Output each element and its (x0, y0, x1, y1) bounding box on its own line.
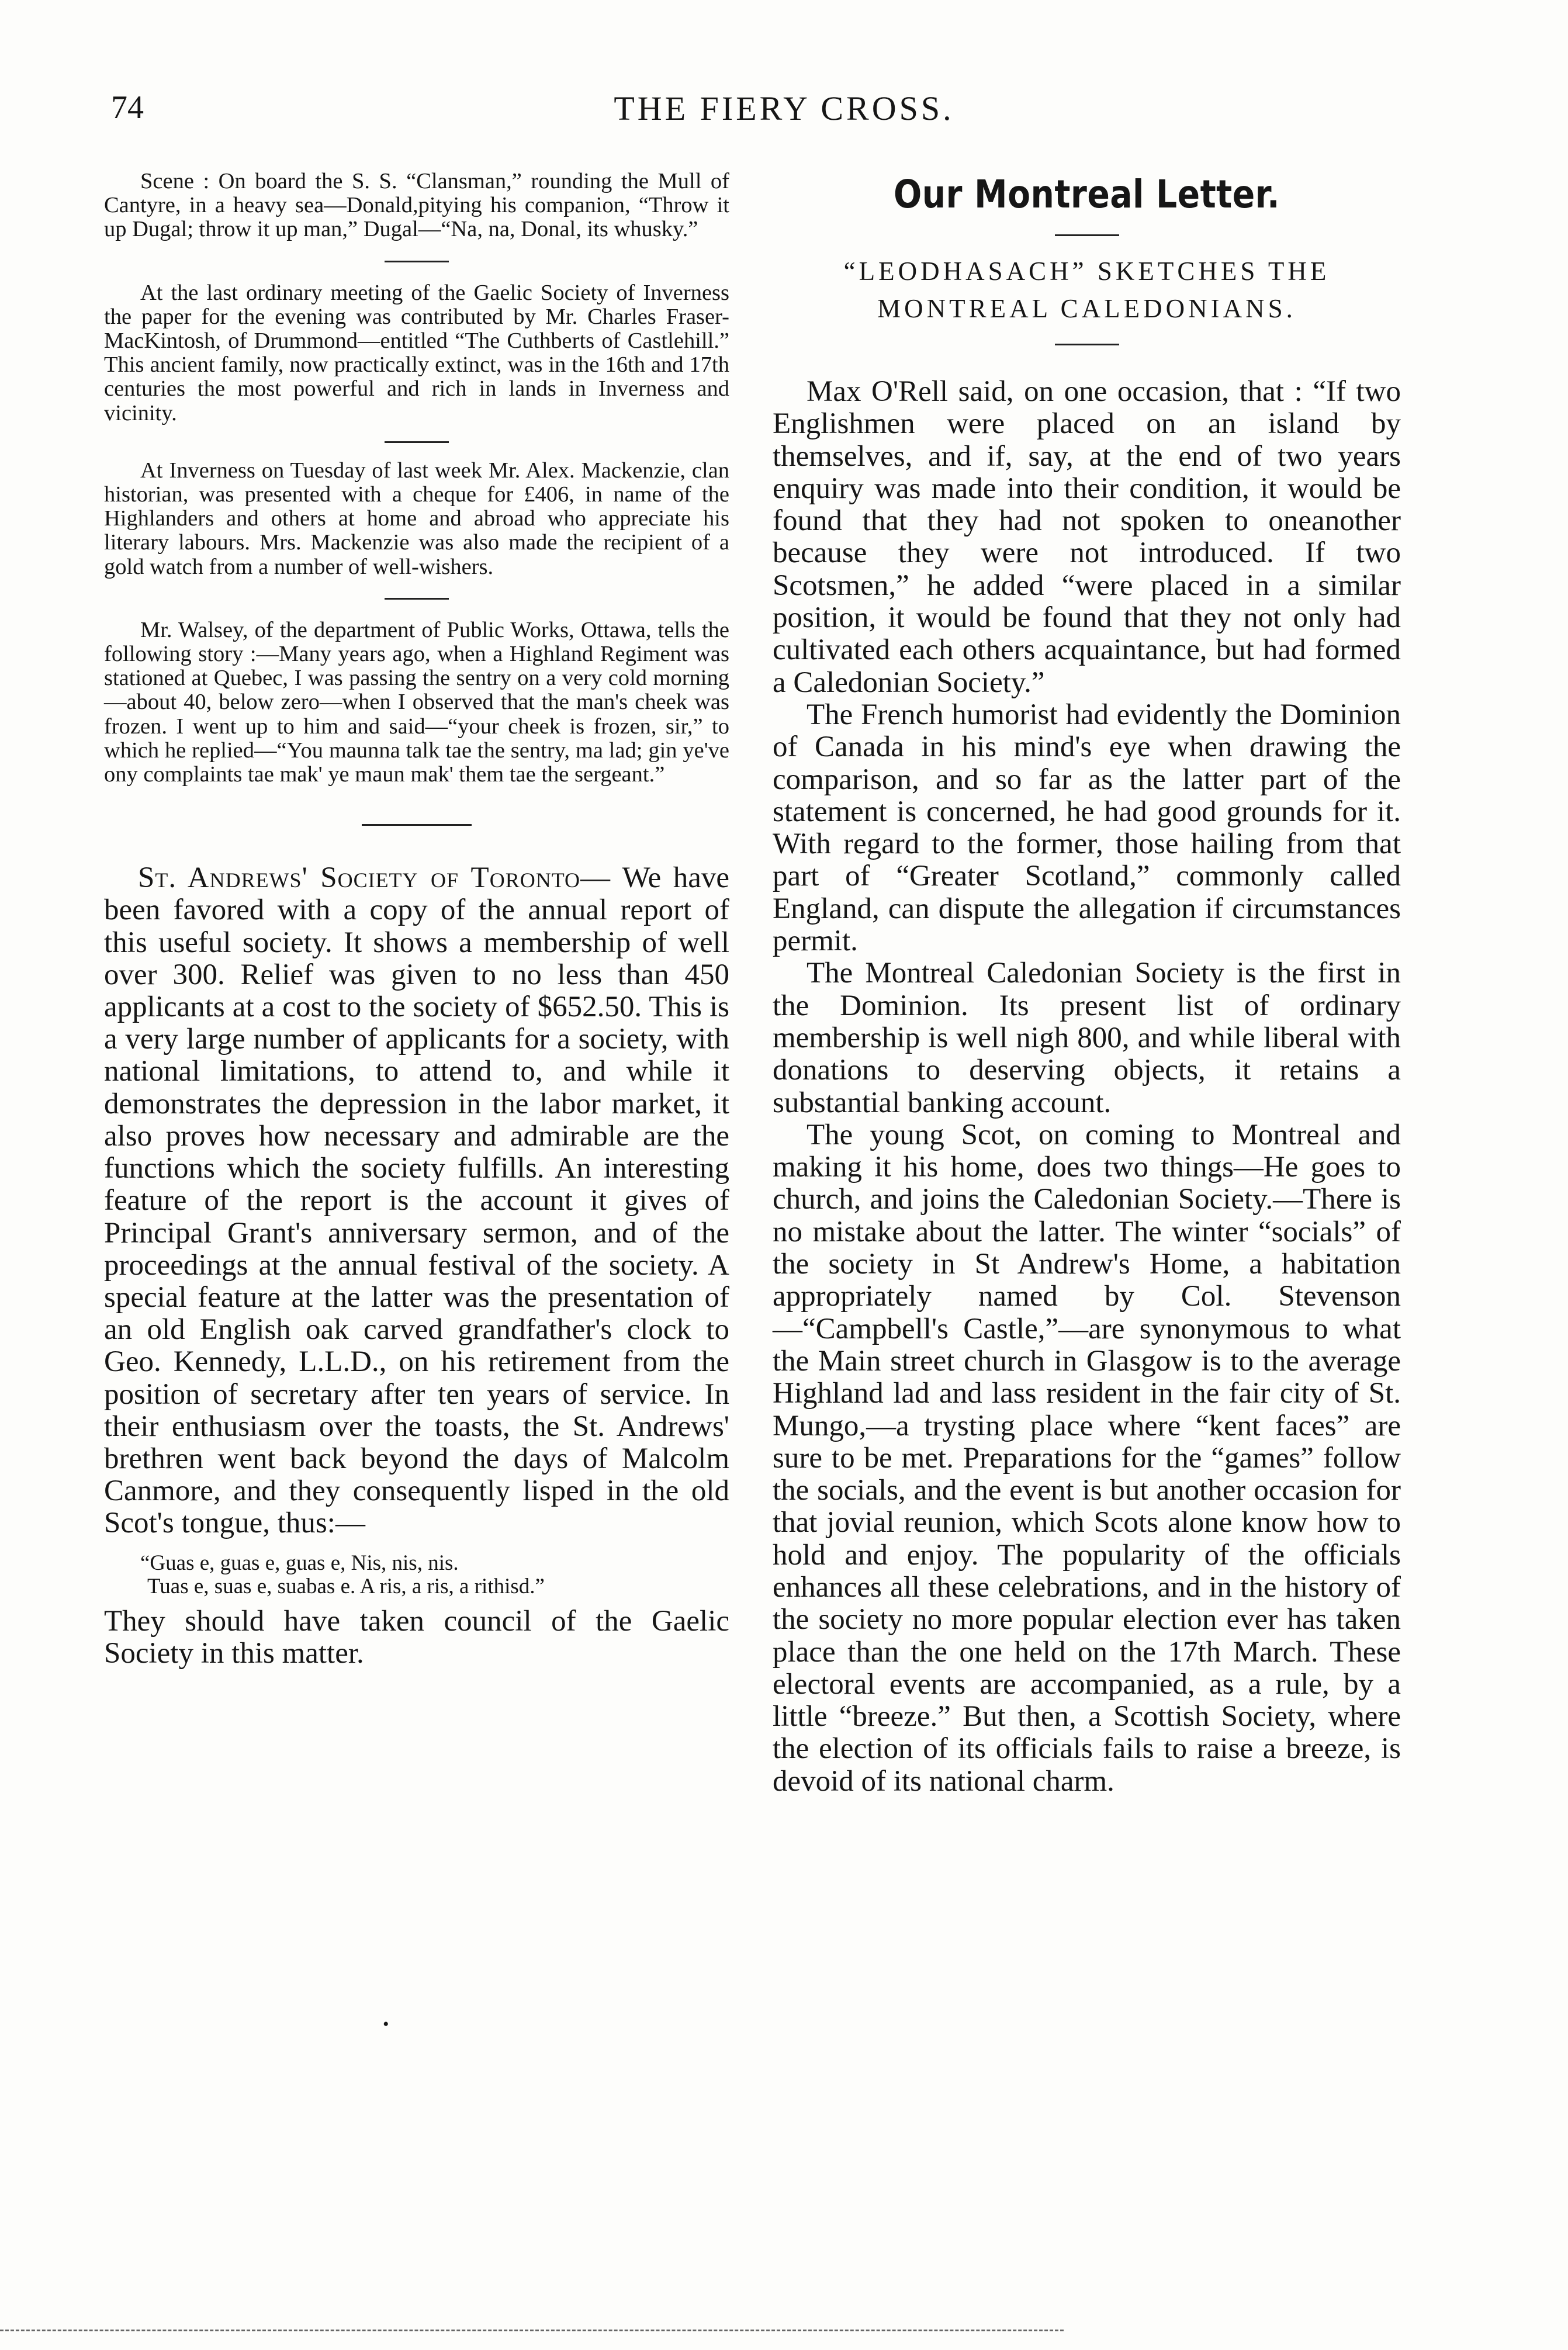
ornament-mark: • (383, 2015, 389, 2034)
paragraph: The French humorist had evidently the Dominion of Canada in his mind's eye when drawing the comparison, and so far as the latter part of the statement is concerned, he had good grounds for it. With regard to the former, those hailing from that part of “Greater Scotland,” commonly called England, can dispute the allegation if circumstances permit. (773, 698, 1401, 958)
article-subtitle: “LEODHASACH” SKETCHES THE MONTREAL CALEDONIANS. (843, 257, 1330, 323)
standrews-heading: St. Andrews' Society of Toronto— (138, 861, 611, 895)
standrews-body: We have been favored with a copy of the annual report of this useful society. It shows a membership of well over 300. Relief was given to no less than 450 applicants at a cost to the society of $652.50. This is a very large number of applicants for a society, with national limitations, to attend to, and while it demonstrates the depression in the labor market, it also proves how necessary and admirable are the functions which the society fulfills. An interesting feature of the report is the account it gives of Principal Grant's anniversary sermon, and of the proceedings at the annual festival of the society. A special feature at the latter was the presentation of an old English oak carved grandfather's clock to Geo. Kennedy, L.L.D., on his retirement from the position of secretary after ten years of service. In their enthusiasm over the toasts, the St. Andrews' brethren went back beyond the days of Malcolm Canmore, and they consequently lisped in the old Scot's tongue, thus:— (104, 861, 729, 1540)
paragraph: Max O'Rell said, on one occasion, that : “If two Englishmen were placed on an island by themselves, and if, say, at the end of two years enquiry was made into their condition, it would be found that they had not spoken to oneanother because they were not introduced. If two Scotsmen,” he added “were placed in a similar position, it would be found that they not only had cultivated each others acquaintance, but had formed a Caledonian Society.” (773, 375, 1401, 699)
note-clansman: Scene : On board the S. S. “Clansman,” rounding the Mull of Cantyre, in a heavy sea—Donald,pitying his companion, “Throw it up Dugal; throw it up man,” Dugal—“Na, na, Donal, its whusky.” (104, 169, 729, 242)
standrews-closing: They should have taken council of the Gaelic Society in this matter. (104, 1604, 729, 1670)
section-divider (362, 824, 472, 826)
note-inverness: At Inverness on Tuesday of last week Mr. Alex. Mackenzie, clan historian, was presented with a cheque for £406, in name of the Highlanders and others at home and abroad who appreciate his literary labours. Mrs. Mackenzie was also made the recipient of a gold watch from a number of well-wishers. (104, 458, 729, 579)
note-gaelic-society: At the last ordinary meeting of the Gaelic Society of Inverness the paper for the evening was contributed by Mr. Charles Fraser-MacKintosh, of Drummond—entitled “The Cuthberts of Castlehill.” This ancient family, now practically extinct, was in the 16th and 17th centuries the most powerful and rich in lands in Inverness and vicinity. (104, 280, 729, 425)
title-divider (1055, 234, 1119, 236)
right-column (773, 169, 1401, 1798)
paragraph: The young Scot, on coming to Montreal and making it his home, does two things—He goes to church, and joins the Caledonian Society.—There is no mistake about the latter. The winter “socials” of the society in St Andrew's Home, a habitation appropriately named by Col. Stevenson—“Campbell's Castle,”—are synonymous to what the Main street church in Glasgow is to the average Highland lad and lass resident in the fair city of St. Mungo,—a trysting place where “kent faces” are sure to be met. Preparations for the “games” follow the socials, and the event is but another occasion for that jovial reunion, which Scots alone know how to hold and enjoy. The popularity of the officials enhances all these celebrations, and in the history of the society no more popular election ever has taken place than the one held on the 17th March. These electoral events are accompanied, as a rule, by a little “breeze.” But then, a Scottish Society, where the election of its officials fails to raise a breeze, is devoid of its national charm. (773, 1118, 1401, 1798)
page-number: 74 (111, 89, 144, 126)
scan-edge (0, 2330, 1064, 2331)
section-divider (385, 441, 449, 443)
running-title: THE FIERY CROSS. (614, 89, 954, 127)
verse-line: Tuas e, suas e, suabas e. A ris, a ris, a rithisd.” (147, 1574, 545, 1598)
section-divider (385, 598, 449, 600)
article-title: Our Montreal Letter. (894, 172, 1280, 217)
subtitle-divider (1055, 344, 1119, 345)
standrews-article (104, 862, 729, 1539)
gaelic-verse (140, 1552, 729, 1598)
verse-line: “Guas e, guas e, guas e, Nis, nis, nis. (140, 1550, 459, 1575)
paragraph: The Montreal Caledonian Society is the first in the Dominion. Its present list of ordinary membership is well nigh 800, and while liberal with donations to deserving objects, it retains a substantial banking account. (773, 957, 1401, 1119)
note-walsey: Mr. Walsey, of the department of Public Works, Ottawa, tells the following story :—Many years ago, when a Highland Regiment was stationed at Quebec, I was passing the sentry on a very cold morning—about 40, below zero—when I observed that the man's cheek was frozen. I went up to him and said—“your cheek is frozen, sir,” to which he replied—“You maunna talk tae the sentry, ma lad; gin ye've ony complaints tae mak' ye maun mak' them tae the sergeant.” (104, 617, 729, 787)
section-divider (385, 261, 449, 262)
left-column (104, 169, 729, 1670)
